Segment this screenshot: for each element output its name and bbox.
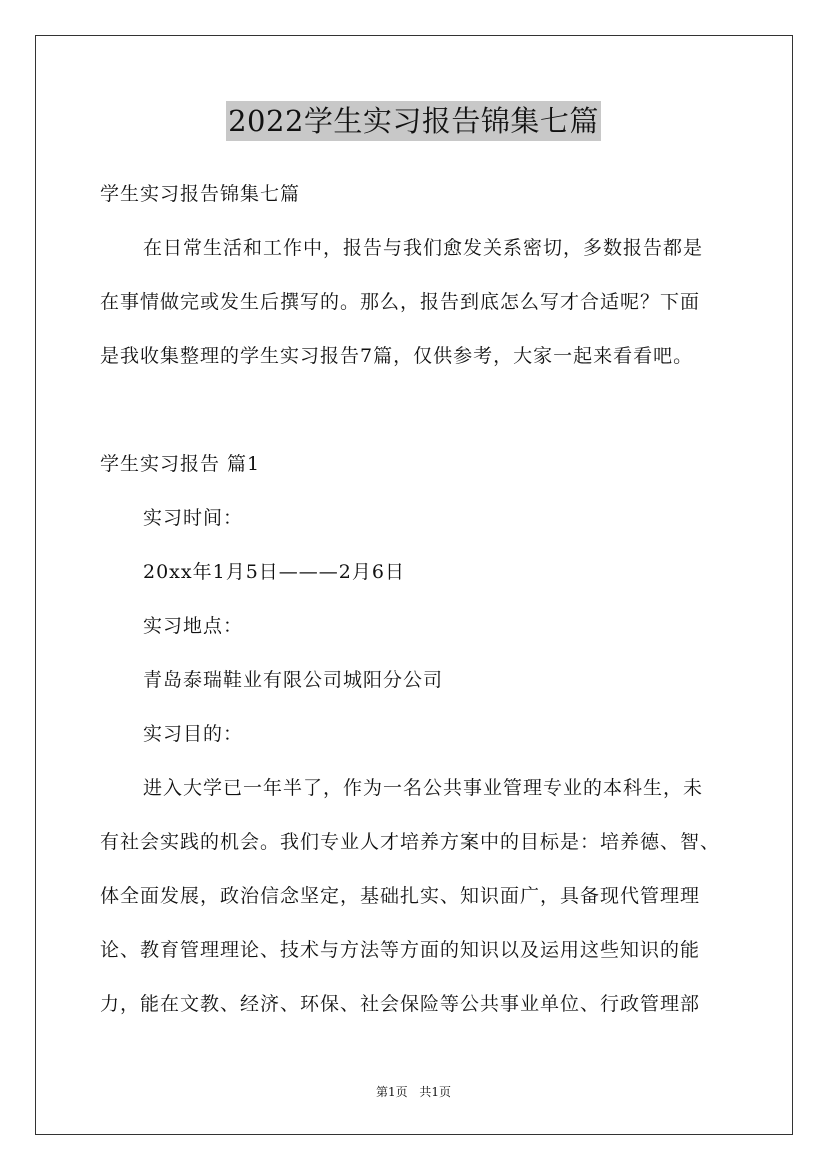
total-pages: 共1页 [419, 1085, 452, 1099]
purpose-line-3: 体全面发展，政治信念坚定，基础扎实、知识面广，具备现代管理理 [100, 885, 701, 907]
purpose-line-2: 有社会实践的机会。我们专业人才培养方案中的目标是：培养德、智、 [100, 831, 721, 853]
purpose-label: 实习目的： [143, 723, 244, 745]
page-footer [0, 1084, 827, 1100]
intro-line-3: 是我收集整理的学生实习报告7篇，仅供参考，大家一起来看看吧。 [100, 345, 694, 367]
title-wrapper [0, 101, 827, 141]
page-number: 第1页 [375, 1085, 408, 1099]
place-label: 实习地点： [143, 615, 244, 637]
document-title: 2022学生实习报告锦集七篇 [226, 101, 601, 141]
purpose-line-5: 力，能在文教、经济、环保、社会保险等公共事业单位、行政管理部 [100, 993, 701, 1015]
time-label: 实习时间： [143, 507, 244, 529]
purpose-line-4: 论、教育管理理论、技术与方法等方面的知识以及运用这些知识的能 [100, 939, 701, 961]
section-heading: 学生实习报告 篇1 [100, 453, 261, 475]
time-value: 20xx年1月5日———2月6日 [143, 561, 405, 583]
intro-line-2: 在事情做完或发生后撰写的。那么，报告到底怎么写才合适呢？下面 [100, 291, 701, 313]
place-value: 青岛泰瑞鞋业有限公司城阳分公司 [143, 669, 444, 691]
intro-line-1: 在日常生活和工作中，报告与我们愈发关系密切，多数报告都是 [143, 237, 704, 259]
purpose-line-1: 进入大学已一年半了，作为一名公共事业管理专业的本科生，未 [143, 777, 704, 799]
document-subtitle: 学生实习报告锦集七篇 [100, 183, 301, 205]
